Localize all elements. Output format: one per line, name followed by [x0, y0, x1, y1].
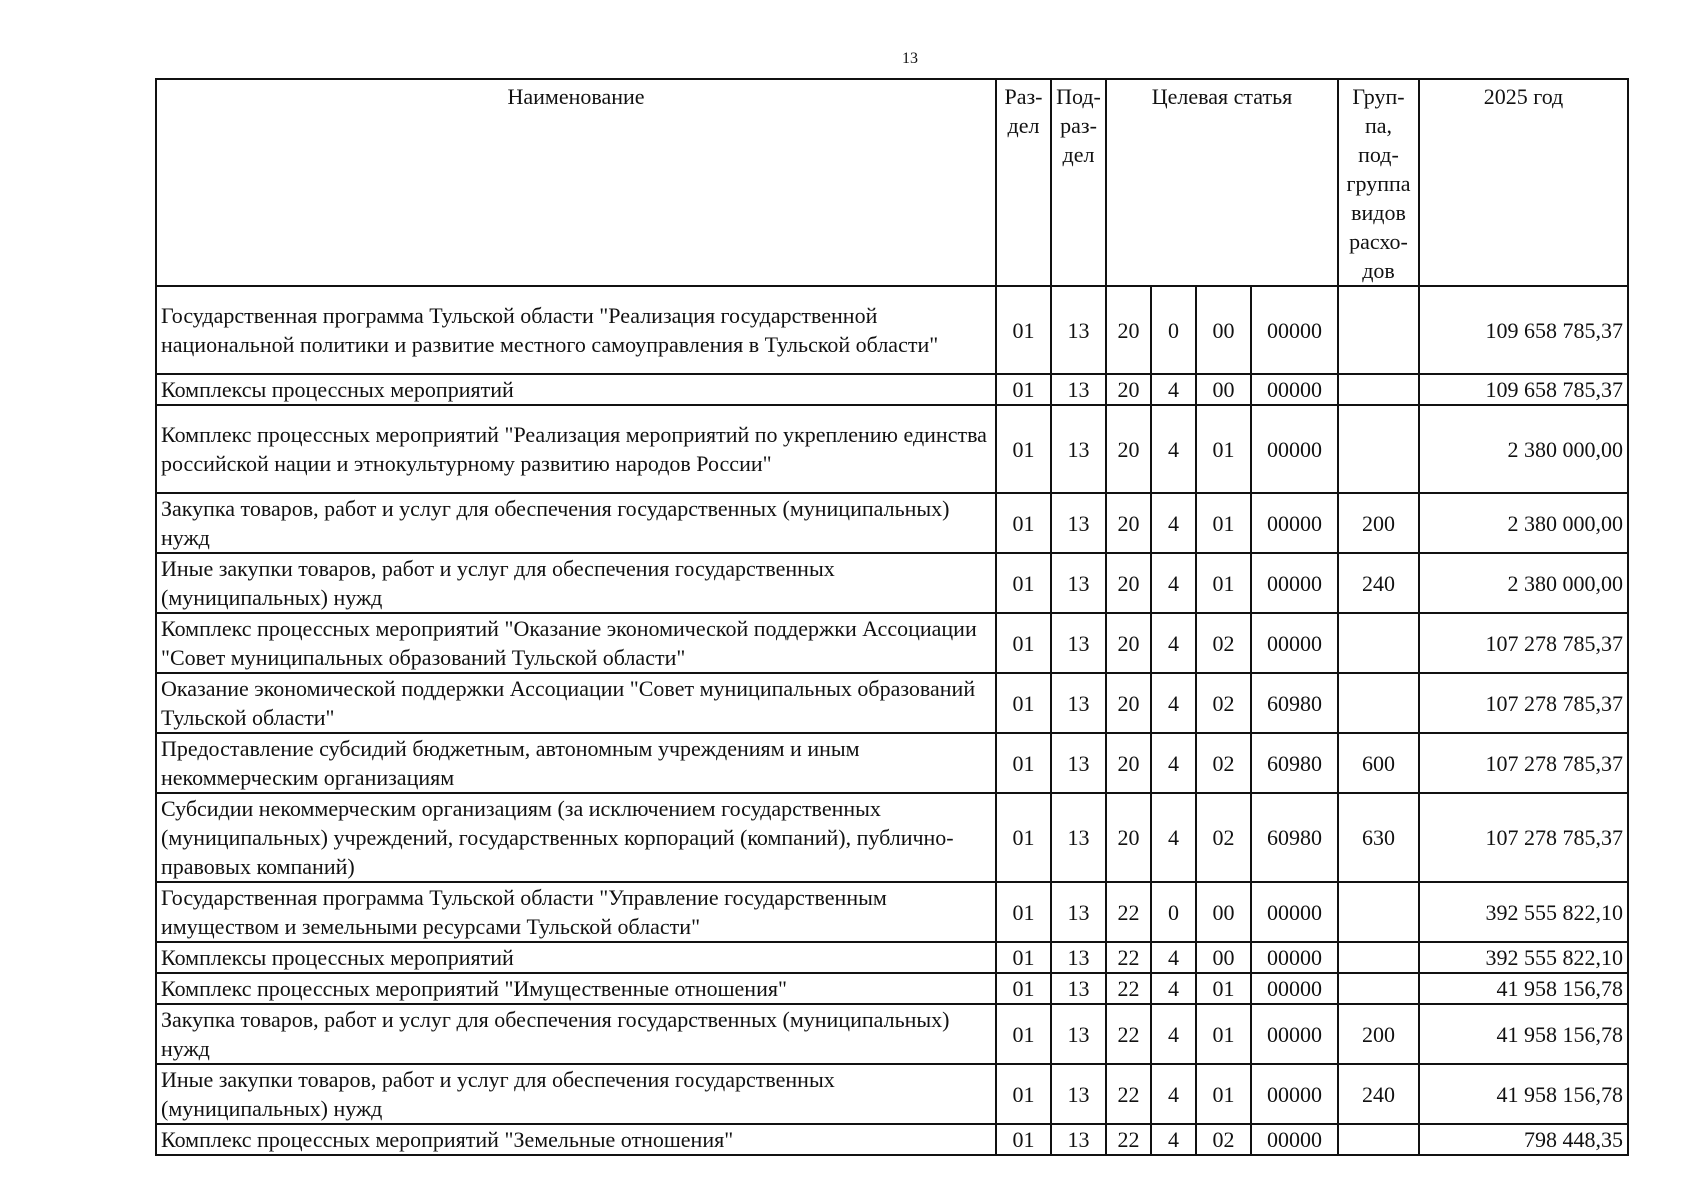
row-expense-group — [1338, 613, 1419, 673]
row-expense-group: 240 — [1338, 553, 1419, 613]
row-section: 01 — [996, 733, 1051, 793]
row-amount: 109 658 785,37 — [1419, 286, 1628, 374]
row-name: Государственная программа Тульской области "Реализация государственной национальной политики и развитие местного самоуправления в Тульской области" — [156, 286, 996, 374]
row-subsection: 13 — [1051, 793, 1106, 882]
table-row — [156, 942, 1628, 973]
row-subsection: 13 — [1051, 553, 1106, 613]
table-row — [156, 973, 1628, 1004]
row-expense-group: 200 — [1338, 1004, 1419, 1064]
row-target-program: 22 — [1106, 973, 1151, 1004]
row-target-type: 4 — [1151, 673, 1196, 733]
table-row — [156, 793, 1628, 882]
row-target-complex: 00 — [1196, 882, 1251, 942]
row-name: Предоставление субсидий бюджетным, автономным учреждениям и иным некоммерческим организациям — [156, 733, 996, 793]
row-target-direction: 00000 — [1251, 405, 1338, 493]
table-row — [156, 882, 1628, 942]
row-target-program: 20 — [1106, 405, 1151, 493]
row-subsection: 13 — [1051, 942, 1106, 973]
row-target-complex: 01 — [1196, 493, 1251, 553]
header-expense-group: Груп-па, под-группа видов расхо-дов — [1338, 79, 1419, 286]
row-target-direction: 60980 — [1251, 793, 1338, 882]
table-row — [156, 733, 1628, 793]
row-subsection: 13 — [1051, 493, 1106, 553]
row-target-program: 22 — [1106, 1124, 1151, 1155]
header-target-article: Целевая статья — [1106, 79, 1338, 286]
row-amount: 41 958 156,78 — [1419, 1064, 1628, 1124]
row-target-direction: 00000 — [1251, 553, 1338, 613]
table-row — [156, 405, 1628, 493]
page-number: 13 — [902, 50, 918, 67]
row-target-type: 4 — [1151, 493, 1196, 553]
table-row — [156, 286, 1628, 374]
row-name: Закупка товаров, работ и услуг для обеспечения государственных (муниципальных) нужд — [156, 1004, 996, 1064]
row-target-direction: 00000 — [1251, 973, 1338, 1004]
row-target-direction: 00000 — [1251, 882, 1338, 942]
row-target-program: 22 — [1106, 1064, 1151, 1124]
row-subsection: 13 — [1051, 374, 1106, 405]
row-target-direction: 00000 — [1251, 1124, 1338, 1155]
table-row — [156, 673, 1628, 733]
row-target-program: 20 — [1106, 553, 1151, 613]
header-subsection: Под-раз-дел — [1051, 79, 1106, 286]
table-row — [156, 1004, 1628, 1064]
header-year: 2025 год — [1419, 79, 1628, 286]
table-row — [156, 493, 1628, 553]
row-target-program: 20 — [1106, 493, 1151, 553]
row-target-type: 4 — [1151, 1004, 1196, 1064]
row-section: 01 — [996, 882, 1051, 942]
row-target-complex: 01 — [1196, 1064, 1251, 1124]
row-name: Иные закупки товаров, работ и услуг для обеспечения государственных (муниципальных) нужд — [156, 1064, 996, 1124]
row-expense-group — [1338, 286, 1419, 374]
row-target-complex: 01 — [1196, 973, 1251, 1004]
row-amount: 2 380 000,00 — [1419, 493, 1628, 553]
row-subsection: 13 — [1051, 613, 1106, 673]
row-target-program: 20 — [1106, 793, 1151, 882]
row-target-type: 4 — [1151, 553, 1196, 613]
row-section: 01 — [996, 493, 1051, 553]
row-target-type: 4 — [1151, 973, 1196, 1004]
row-subsection: 13 — [1051, 286, 1106, 374]
header-row — [156, 79, 1628, 286]
row-name: Комплекс процессных мероприятий "Имущественные отношения" — [156, 973, 996, 1004]
table-row — [156, 613, 1628, 673]
row-amount: 41 958 156,78 — [1419, 973, 1628, 1004]
row-section: 01 — [996, 613, 1051, 673]
header-section: Раз-дел — [996, 79, 1051, 286]
table-row — [156, 1124, 1628, 1155]
row-amount: 107 278 785,37 — [1419, 733, 1628, 793]
row-target-complex: 00 — [1196, 286, 1251, 374]
row-target-direction: 60980 — [1251, 733, 1338, 793]
row-target-direction: 60980 — [1251, 673, 1338, 733]
row-subsection: 13 — [1051, 1004, 1106, 1064]
row-target-program: 20 — [1106, 733, 1151, 793]
row-expense-group — [1338, 1124, 1419, 1155]
row-subsection: 13 — [1051, 1064, 1106, 1124]
row-amount: 2 380 000,00 — [1419, 553, 1628, 613]
row-target-program: 22 — [1106, 1004, 1151, 1064]
row-section: 01 — [996, 553, 1051, 613]
row-section: 01 — [996, 942, 1051, 973]
row-target-direction: 00000 — [1251, 286, 1338, 374]
row-section: 01 — [996, 405, 1051, 493]
row-amount: 798 448,35 — [1419, 1124, 1628, 1155]
row-target-direction: 00000 — [1251, 942, 1338, 973]
row-target-program: 22 — [1106, 882, 1151, 942]
row-section: 01 — [996, 673, 1051, 733]
row-target-direction: 00000 — [1251, 374, 1338, 405]
row-name: Субсидии некоммерческим организациям (за исключением государственных (муниципальных) учреждений, государственных корпораций (компаний), публично-правовых компаний) — [156, 793, 996, 882]
row-name: Комплекс процессных мероприятий "Реализация мероприятий по укреплению единства российской нации и этнокультурному развитию народов России" — [156, 405, 996, 493]
row-target-type: 4 — [1151, 1124, 1196, 1155]
row-target-program: 20 — [1106, 374, 1151, 405]
row-expense-group — [1338, 973, 1419, 1004]
row-expense-group — [1338, 942, 1419, 973]
row-expense-group — [1338, 405, 1419, 493]
row-target-complex: 02 — [1196, 1124, 1251, 1155]
row-target-direction: 00000 — [1251, 1064, 1338, 1124]
row-target-type: 0 — [1151, 286, 1196, 374]
row-amount: 2 380 000,00 — [1419, 405, 1628, 493]
row-target-complex: 02 — [1196, 793, 1251, 882]
row-expense-group: 200 — [1338, 493, 1419, 553]
row-amount: 107 278 785,37 — [1419, 673, 1628, 733]
row-name: Комплекс процессных мероприятий "Оказание экономической поддержки Ассоциации "Совет муниципальных образований Тульской области" — [156, 613, 996, 673]
row-target-type: 4 — [1151, 613, 1196, 673]
row-target-type: 4 — [1151, 1064, 1196, 1124]
row-subsection: 13 — [1051, 405, 1106, 493]
header-name: Наименование — [156, 79, 996, 286]
row-subsection: 13 — [1051, 1124, 1106, 1155]
row-section: 01 — [996, 973, 1051, 1004]
row-target-direction: 00000 — [1251, 493, 1338, 553]
row-target-type: 4 — [1151, 374, 1196, 405]
row-section: 01 — [996, 1124, 1051, 1155]
row-subsection: 13 — [1051, 973, 1106, 1004]
row-target-complex: 02 — [1196, 733, 1251, 793]
row-target-type: 0 — [1151, 882, 1196, 942]
row-target-type: 4 — [1151, 405, 1196, 493]
row-section: 01 — [996, 1004, 1051, 1064]
row-section: 01 — [996, 374, 1051, 405]
budget-table — [155, 78, 1629, 1156]
row-target-program: 20 — [1106, 286, 1151, 374]
row-name: Оказание экономической поддержки Ассоциации "Совет муниципальных образований Тульской области" — [156, 673, 996, 733]
row-amount: 107 278 785,37 — [1419, 793, 1628, 882]
row-name: Комплексы процессных мероприятий — [156, 942, 996, 973]
row-subsection: 13 — [1051, 733, 1106, 793]
row-section: 01 — [996, 793, 1051, 882]
row-target-complex: 00 — [1196, 374, 1251, 405]
row-expense-group: 630 — [1338, 793, 1419, 882]
row-name: Комплекс процессных мероприятий "Земельные отношения" — [156, 1124, 996, 1155]
row-target-type: 4 — [1151, 733, 1196, 793]
row-section: 01 — [996, 286, 1051, 374]
row-name: Закупка товаров, работ и услуг для обеспечения государственных (муниципальных) нужд — [156, 493, 996, 553]
row-expense-group: 240 — [1338, 1064, 1419, 1124]
table-body — [156, 286, 1628, 1155]
row-name: Комплексы процессных мероприятий — [156, 374, 996, 405]
table-row — [156, 1064, 1628, 1124]
row-amount: 107 278 785,37 — [1419, 613, 1628, 673]
row-expense-group — [1338, 673, 1419, 733]
row-name: Государственная программа Тульской области "Управление государственным имуществом и земельными ресурсами Тульской области" — [156, 882, 996, 942]
row-expense-group: 600 — [1338, 733, 1419, 793]
row-subsection: 13 — [1051, 673, 1106, 733]
row-section: 01 — [996, 1064, 1051, 1124]
table-row — [156, 374, 1628, 405]
row-amount: 41 958 156,78 — [1419, 1004, 1628, 1064]
row-expense-group — [1338, 374, 1419, 405]
row-target-complex: 02 — [1196, 613, 1251, 673]
row-expense-group — [1338, 882, 1419, 942]
table-row — [156, 553, 1628, 613]
row-target-direction: 00000 — [1251, 1004, 1338, 1064]
row-target-type: 4 — [1151, 793, 1196, 882]
row-target-program: 20 — [1106, 673, 1151, 733]
row-target-program: 20 — [1106, 613, 1151, 673]
row-amount: 392 555 822,10 — [1419, 942, 1628, 973]
row-target-complex: 01 — [1196, 405, 1251, 493]
row-target-direction: 00000 — [1251, 613, 1338, 673]
row-target-complex: 02 — [1196, 673, 1251, 733]
row-target-complex: 01 — [1196, 1004, 1251, 1064]
row-amount: 109 658 785,37 — [1419, 374, 1628, 405]
row-target-type: 4 — [1151, 942, 1196, 973]
row-subsection: 13 — [1051, 882, 1106, 942]
row-amount: 392 555 822,10 — [1419, 882, 1628, 942]
row-target-program: 22 — [1106, 942, 1151, 973]
row-target-complex: 01 — [1196, 553, 1251, 613]
row-target-complex: 00 — [1196, 942, 1251, 973]
row-name: Иные закупки товаров, работ и услуг для обеспечения государственных (муниципальных) нужд — [156, 553, 996, 613]
